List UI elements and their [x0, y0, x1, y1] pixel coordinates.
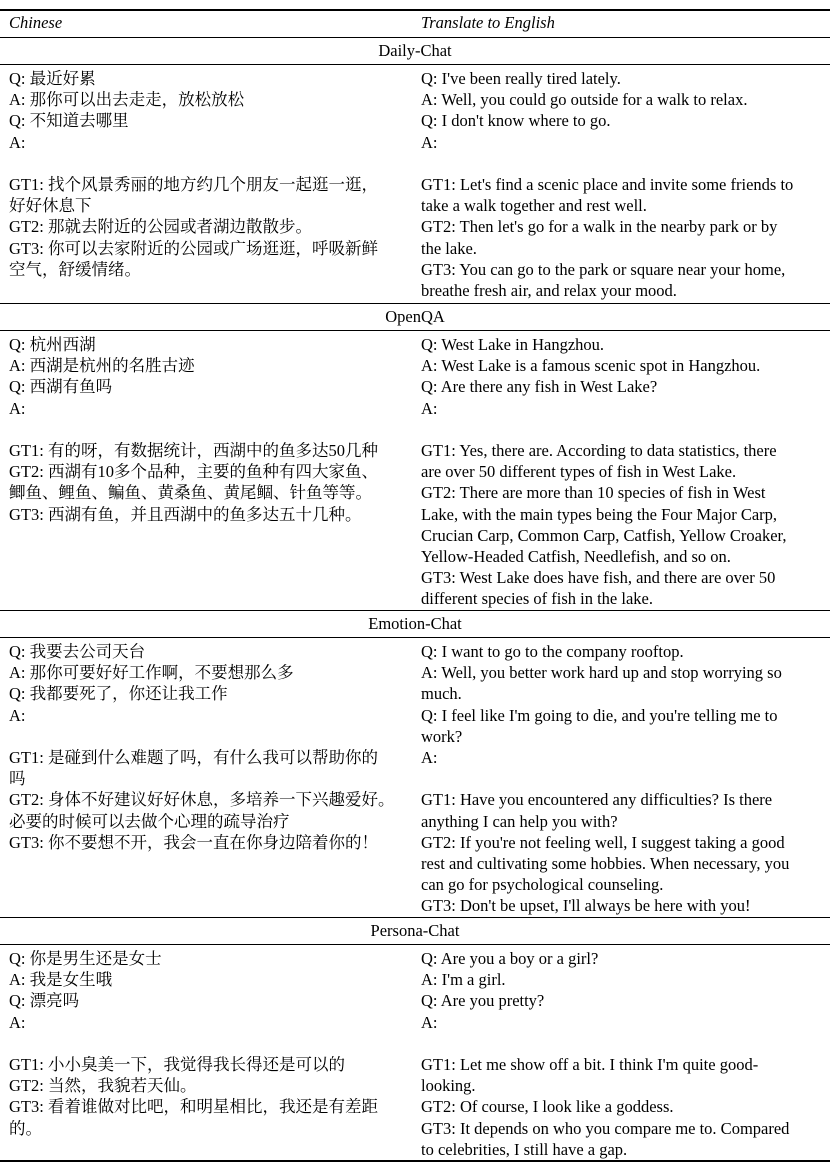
text-line: 的。	[9, 1118, 42, 1138]
text-line: Crucian Carp, Common Carp, Catfish, Yellow Croaker,	[421, 525, 787, 545]
text-line: Q: 西湖有鱼吗	[9, 377, 113, 397]
emotion-chat-chinese	[9, 641, 407, 853]
text-line: A: 那你可要好好工作啊，不要想那么多	[9, 663, 294, 683]
text-line: looking.	[421, 1076, 476, 1096]
text-line: A:	[9, 1012, 26, 1032]
text-line: A: Well, you could go outside for a walk to relax.	[421, 90, 748, 110]
text-line: different species of fish in the lake.	[421, 589, 653, 609]
text-line: GT3: You can go to the park or square near your home,	[421, 259, 786, 279]
text-line: GT2: 那就去附近的公园或者湖边散散步。	[9, 217, 312, 237]
text-line: GT3: Don't be upset, I'll always be here with you!	[421, 896, 751, 916]
text-line: GT1: 小小臭美一下，我觉得我长得还是可以的	[9, 1055, 345, 1074]
text-line: to celebrities, I still have a gap.	[421, 1139, 628, 1159]
text-line: GT2: If you're not feeling well, I suggest taking a good	[421, 832, 785, 852]
text-line: GT1: 有的呀，有数据统计，西湖中的鱼多达50几种	[9, 441, 378, 460]
bottom-rule	[0, 1160, 830, 1162]
text-line: Q: I want to go to the company rooftop.	[421, 642, 684, 661]
text-line	[9, 419, 407, 440]
persona-chat-chinese	[9, 948, 407, 1139]
text-line: GT2: 身体不好建议好好休息，多培养一下兴趣爱好。	[9, 790, 395, 810]
text-line	[421, 768, 821, 789]
section-divider	[0, 303, 830, 304]
text-line: Q: 杭州西湖	[9, 335, 96, 354]
text-line: GT3: 你可以去家附近的公园或广场逛逛，呼吸新鲜	[9, 238, 378, 258]
text-line	[9, 1033, 407, 1054]
emotion-chat-english	[421, 641, 821, 917]
text-line: Q: Are you pretty?	[421, 991, 545, 1011]
text-line: A:	[421, 748, 438, 768]
text-line: Q: 我要去公司天台	[9, 642, 146, 661]
text-line: much.	[421, 684, 462, 704]
text-line: Q: I've been really tired lately.	[421, 69, 621, 88]
text-line: Q: Are you a boy or a girl?	[421, 949, 599, 968]
section-title-daily-chat: Daily-Chat	[378, 41, 452, 60]
text-line: 空气，舒缓情绪。	[9, 259, 141, 279]
text-line: anything I can help you with?	[421, 811, 618, 831]
text-line: Q: West Lake in Hangzhou.	[421, 335, 605, 354]
text-line: Q: 我都要死了，你还让我工作	[9, 684, 228, 704]
text-line: A:	[421, 398, 438, 418]
text-line	[421, 419, 821, 440]
text-line: GT3: 西湖有鱼，并且西湖中的鱼多达五十几种。	[9, 504, 362, 524]
section-rule	[0, 637, 830, 638]
text-line: GT2: Then let's go for a walk in the nearby park or by	[421, 217, 778, 237]
text-line: GT2: There are more than 10 species of fish in West	[421, 483, 766, 503]
openqa-chinese	[9, 334, 407, 525]
text-line: GT1: Have you encountered any difficulties? Is there	[421, 790, 773, 810]
section-rule	[0, 944, 830, 945]
header-english: Translate to English	[421, 13, 555, 32]
text-line: Q: I don't know where to go.	[421, 111, 611, 131]
top-rule	[0, 9, 830, 11]
text-line: A: I'm a girl.	[421, 970, 506, 990]
text-line: GT1: 是碰到什么难题了吗，有什么我可以帮助你的	[9, 748, 378, 767]
header-rule	[0, 37, 830, 38]
section-divider	[0, 610, 830, 611]
text-line: GT3: It depends on who you compare me to. Compared	[421, 1118, 790, 1138]
text-line: A: 那你可以出去走走，放松放松	[9, 90, 245, 110]
persona-chat-english	[421, 948, 821, 1160]
text-line: GT3: 你不要想不开，我会一直在你身边陪着你的！	[9, 832, 378, 852]
text-line: A:	[421, 1012, 438, 1032]
text-line: A: Well, you better work hard up and stop worrying so	[421, 663, 782, 683]
text-line: Q: 不知道去哪里	[9, 111, 129, 131]
text-line: GT1: 找个风景秀丽的地方约几个朋友一起逛一逛，	[9, 175, 378, 194]
text-line: work?	[421, 726, 463, 746]
text-line: A: West Lake is a famous scenic spot in Hangzhou.	[421, 356, 761, 376]
section-title-openqa: OpenQA	[385, 307, 445, 326]
section-rule	[0, 64, 830, 65]
text-line	[9, 153, 407, 174]
text-line: Lake, with the main types being the Four Major Carp,	[421, 504, 778, 524]
text-line: GT1: Let's find a scenic place and invite some friends to	[421, 175, 794, 194]
text-line: the lake.	[421, 238, 477, 258]
text-line: breathe fresh air, and relax your mood.	[421, 281, 677, 301]
text-line: can go for psychological counseling.	[421, 875, 664, 895]
openqa-english	[421, 334, 821, 610]
text-line: GT1: Let me show off a bit. I think I'm quite good-	[421, 1055, 759, 1074]
text-line: 好好休息下	[9, 196, 92, 216]
text-line	[421, 153, 821, 174]
text-line: 鲫鱼、鲤鱼、鳊鱼、黄桑鱼、黄尾鲴、针鱼等等。	[9, 483, 372, 503]
text-line	[9, 726, 407, 747]
text-line: GT2: 西湖有10多个品种，主要的鱼种有四大家鱼、	[9, 462, 378, 482]
text-line: 必要的时候可以去做个心理的疏导治疗	[9, 811, 290, 831]
text-line	[421, 1033, 821, 1054]
text-line: Q: 你是男生还是女士	[9, 949, 162, 968]
text-line: 吗	[9, 769, 26, 789]
text-line: A: 我是女生哦	[9, 970, 113, 990]
text-line: GT3: 看着谁做对比吧，和明星相比，我还是有差距	[9, 1097, 378, 1117]
daily-chat-english	[421, 68, 821, 301]
section-title-persona-chat: Persona-Chat	[370, 921, 460, 940]
text-line: Yellow-Headed Catfish, Needlefish, and so on.	[421, 547, 731, 567]
text-line: take a walk together and rest well.	[421, 196, 647, 216]
text-line: A:	[421, 132, 438, 152]
text-line: GT3: West Lake does have fish, and there are over 50	[421, 568, 776, 588]
section-title-emotion-chat: Emotion-Chat	[368, 614, 462, 633]
daily-chat-chinese	[9, 68, 407, 280]
text-line: GT2: Of course, I look like a goddess.	[421, 1097, 674, 1117]
section-divider	[0, 917, 830, 918]
text-line: Q: I feel like I'm going to die, and you're telling me to	[421, 705, 778, 725]
section-rule	[0, 330, 830, 331]
header-chinese: Chinese	[9, 13, 63, 32]
text-line: Q: 最近好累	[9, 69, 96, 88]
text-line: A:	[9, 705, 26, 725]
text-line: GT1: Yes, there are. According to data statistics, there	[421, 441, 777, 460]
text-line: A:	[9, 132, 26, 152]
text-line: A:	[9, 398, 26, 418]
text-line: Q: Are there any fish in West Lake?	[421, 377, 658, 397]
text-line: rest and cultivating some hobbies. When necessary, you	[421, 854, 790, 874]
text-line: Q: 漂亮吗	[9, 991, 80, 1011]
text-line: A: 西湖是杭州的名胜古迹	[9, 356, 195, 376]
text-line: GT2: 当然，我貌若天仙。	[9, 1076, 197, 1096]
text-line: are over 50 different types of fish in West Lake.	[421, 462, 737, 482]
